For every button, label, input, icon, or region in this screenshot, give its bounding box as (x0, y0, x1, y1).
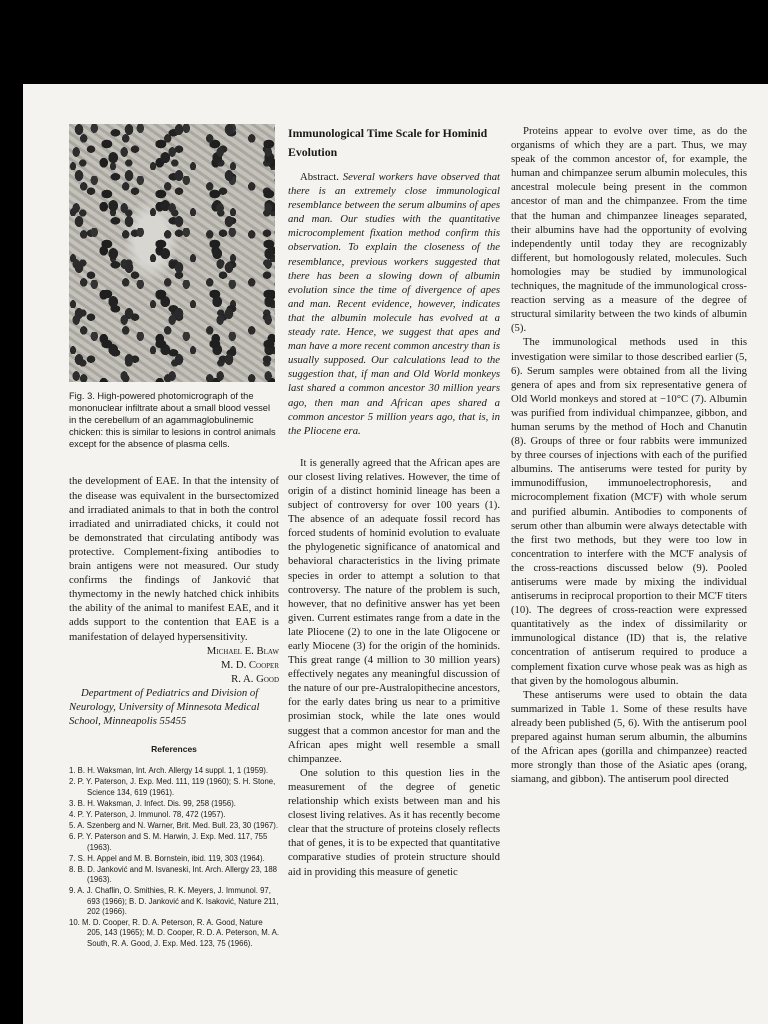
author-name: M. D. Cooper (221, 658, 279, 671)
body-paragraph: the development of EAE. In that the intensity of the disease was equivalent in the bursectomized and irradiated animals to that in both the control irradiated and unirradiated chicks, it could not be demonstrated that circulating antibody was protective. Complement-fixing antibodies to brain antigens were not measured. Our study confirms the findings of Janković that thymectomy in the newly hatched chick inhibits the ability of the animal to manifest EAE, and it adds support to the contention that EAE is a manifestation of delayed hypersensitivity. (69, 475, 279, 643)
abstract-text: Several workers have observed that there is an extremely close immunological resemblance between the serum albumins of apes and man. Our studies with the quantitative microcomplement fixation method confirm this observation. To explain the closeness of the resemblance, previous workers suggested that there has been a slowing down of albumin evolution since the time of divergence of apes and man. Recent evidence, however, indicates that the albumin molecule has evolved at a steady rate. Hence, we suggest that apes and man have a more recent common ancestry than is usually supposed. Our calculations lead to the suggestion that, if man and Old World monkeys last shared a common ancestor 30 million years ago, then man and African apes shared a common ancestor 5 million years ago, that is, in the Pliocene era. (288, 171, 501, 437)
abstract-label: Abstract. (300, 171, 339, 183)
figure-caption: Fig. 3. High-powered photomicrograph of the mononuclear infiltrate about a small blood vessel in the cerebellum of an agammaglobulinemic chicken: this is similar to lesions in control animals except for the absence of plasma cells. (69, 391, 276, 450)
reference-item: 5. A. Szenberg and N. Warner, Brit. Med. Bull. 23, 30 (1967). (69, 821, 279, 831)
reference-item: 3. B. H. Waksman, J. Infect. Dis. 99, 258 (1956). (69, 798, 236, 808)
reference-item: 10. M. D. Cooper, R. D. A. Peterson, R. A. Good, Nature 205, 143 (1965); M. D. Cooper, R. D. A. Peterson, M. A. South, R. A. Good, J. Exp. Med. 123, 75 (1966). (69, 918, 279, 948)
references-heading: References (151, 744, 197, 755)
author-affiliation: Department of Pediatrics and Division of Neurology, University of Minnesota Medical School, Minneapolis 55455 (69, 686, 260, 728)
abstract (288, 170, 500, 438)
body-paragraph: One solution to this question lies in the measurement of the degree of genetic relationship which exists between man and his closest living relatives. As it has recently become clear that the structure of proteins closely reflects that of genes, it is to be expected that quantitative comparative studies of protein structure should aid in providing this measure of genetic (288, 766, 500, 878)
reference-item: 7. S. H. Appel and M. B. Bornstein, ibid. 119, 303 (1964). (69, 853, 265, 863)
middle-column (288, 124, 500, 879)
journal-page (23, 84, 768, 1024)
reference-item: 1. B. H. Waksman, Int. Arch. Allergy 14 suppl. 1, 1 (1959). (69, 766, 269, 776)
body-paragraph: It is generally agreed that the African apes are our closest living relatives. However, the time of origin of a distinct hominid lineage has been a subject of controversy for over 100 years (1). The absence of an adequate fossil record has forced students of hominid evolution to evaluate the phylogenetic significance of anatomical and behavioral characteristics in the living primate species in order to attempt a solution to that controversy. The nature of the problem is such, however, that no definitive answer has yet been given. Current estimates range from a date in the late Pliocene (2) to one in the late Oligocene or early Miocene (3) for the origin of the hominids. This great range (4 million to 30 million years) effectively negates any meaningful discussion of the nature of our pre-Australopithecine ancestors, for the early dates bring us near to a primitive prosimian stock, while the late ones would suggest that a common ancestor for man and the African apes might well resemble a small chimpanzee. (288, 456, 500, 765)
reference-item: 9. A. J. Chaflin, O. Smithies, R. K. Meyers, J. Immunol. 97, 693 (1966); B. D. Janković and K. Isaković, Nature 211, 202 (1966). (69, 886, 279, 916)
reference-item: 2. P. Y. Paterson, J. Exp. Med. 111, 119 (1960); S. H. Stone, Science 134, 619 (1961). (69, 777, 276, 797)
reference-item: 6. P. Y. Paterson and S. M. Harwin, J. Exp. Med. 117, 755 (1963). (69, 832, 268, 852)
body-paragraph: The immunological methods used in this investigation were similar to those described earlier (5, 6). Serum samples were obtained from all the living genera of apes and from six representative genera of Old World monkeys and stored at −10°C (7). Albumin was purified from individual chimpanzee, gibbon, and human serums by the method of Hoch and Chanutin (8). Groups of three or four rabbits were immunized by three courses of injections with each of the purified albumins. The antiserums were tested for purity by immunodiffusion, immunoelectrophoresis, and microcomplement fixation (MC'F) with whole serum and purified albumin. Antibodies to components of serum other than albumin were always detectable with the first two methods, but they were too low in concentration to interfere with the MC'F analysis of the cross-reactions discussed below (9). Pooled antiserums were made by mixing the individual antiserums in reciprocal proportion to their MC'F titers (10). The degrees of cross-reaction were expressed quantitatively as the index of dissimilarity or immunological distance (ID) that is, the relative concentration of antiserum required to produce a complement fixation curve whose peak was as high as that given by the homologous albumin. (511, 336, 747, 687)
reference-item: 4. P. Y. Paterson, J. Immunol. 78, 472 (1957). (69, 810, 226, 820)
references-list (69, 766, 279, 948)
author-name: Michael E. Blaw (206, 644, 279, 657)
left-column (69, 124, 279, 950)
body-paragraph: Proteins appear to evolve over time, as do the organisms of which they are a part. Thus, we may speak of the common ancestor of, for example, the human and chimpanzee serum albumin molecules, this ancestral molecule being present in the common ancestor of man and the chimpanzee. From the time that the human and chimpanzee lineages separated, their albumins have had the opportunity of evolving independently until today they are recognizably different, but homologously related, molecules. Such homologies may be studied by immunological techniques, the magnitude of the immunological cross-reaction serving as a measure of the degree of structural similarity between the two kinds of albumin (5). (511, 125, 747, 335)
body-paragraph: These antiserums were used to obtain the data summarized in Table 1. Some of these results have already been published (5, 6). With the antiserum pool prepared against human serum albumin, the albumins of the African apes (gorilla and chimpanzee) reacted more strongly than those of the Asiatic apes (orang, siamang, and gibbon). The antiserum pool directed (511, 688, 747, 786)
reference-item: 8. B. D. Janković and M. Isvaneski, Int. Arch. Allergy 23, 188 (1963). (69, 865, 278, 885)
author-name: R. A. Good (231, 672, 279, 685)
right-column (511, 124, 747, 786)
photomicrograph-figure (69, 124, 275, 382)
article-title: Immunological Time Scale for Hominid Evolution (288, 126, 488, 159)
